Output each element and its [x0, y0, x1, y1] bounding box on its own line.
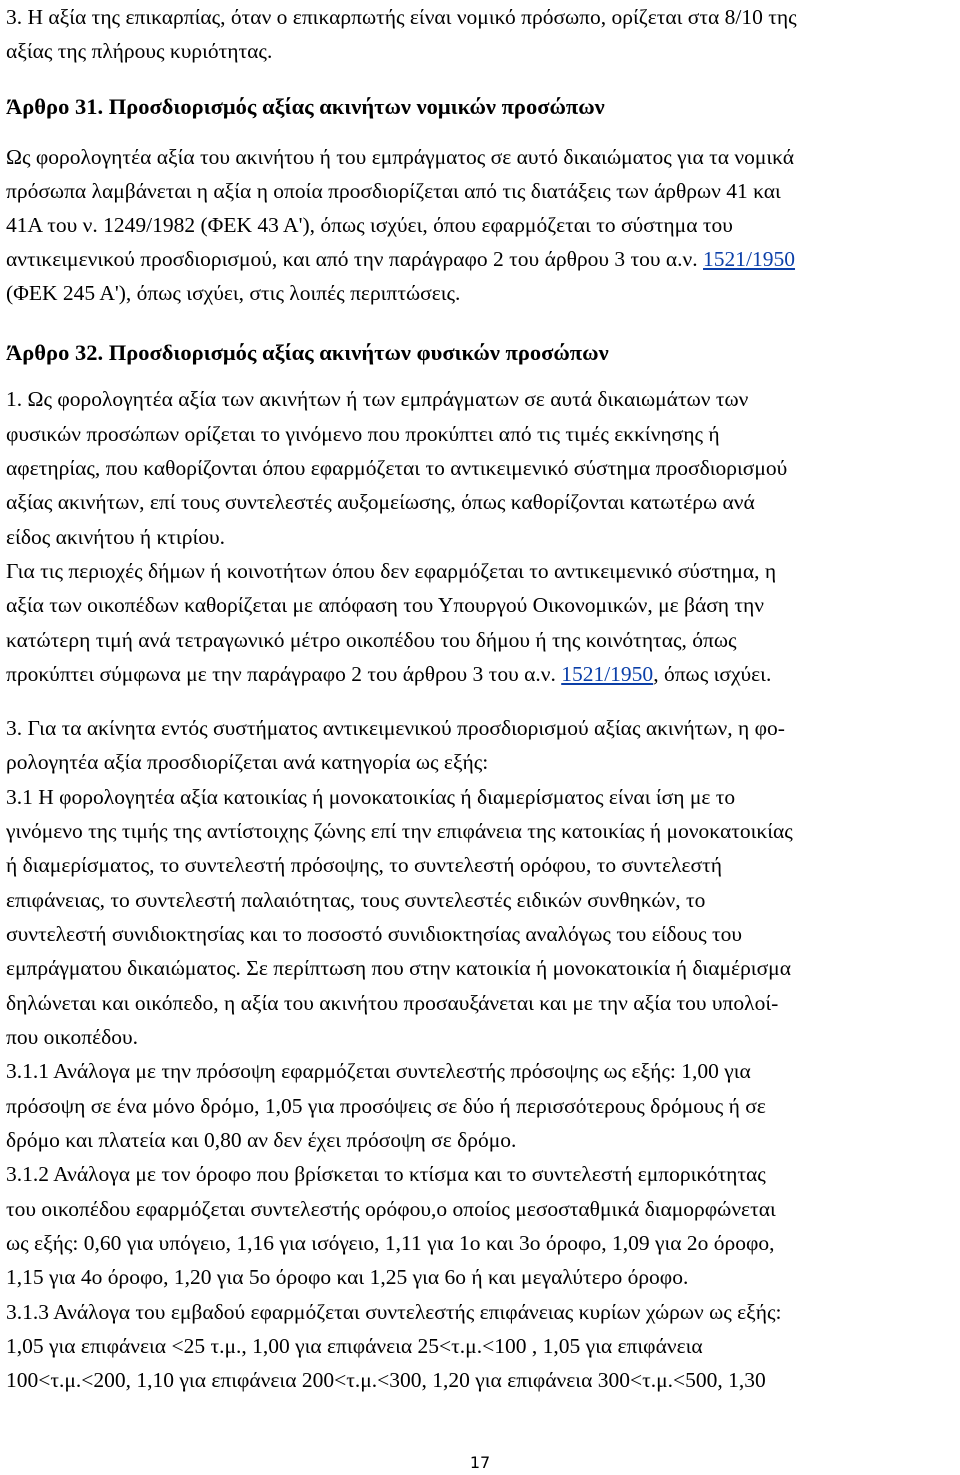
- text-line: αξίας της πλήρους κυριότητας.: [6, 39, 273, 63]
- law-link-1521-1950[interactable]: 1521/1950: [561, 662, 654, 686]
- text-line: που οικοπέδου.: [6, 1025, 139, 1049]
- text-line: ρολογητέα αξία προσδιορίζεται ανά κατηγορία ως εξής:: [6, 750, 489, 774]
- text-line: εμπράγματου δικαιώματος. Σε περίπτωση που στην κατοικία ή μονοκατοικία ή διαμέρισμα: [6, 956, 791, 980]
- text-line: αξίας ακινήτων, επί τους συντελεστές αυξομείωσης, όπως καθορίζονται κατωτέρω ανά: [6, 490, 755, 514]
- article-31-heading: Άρθρο 31. Προσδιορισμός αξίας ακινήτων νομικών προσώπων: [6, 94, 605, 119]
- text-line: συντελεστή συνιδιοκτησίας και το ποσοστό συνιδιοκτησίας αναλόγως του είδους του: [6, 922, 742, 946]
- text-segment: προκύπτει σύμφωνα με την παράγραφο 2 του άρθρου 3 του α.ν.: [6, 662, 562, 686]
- text-line: 100<τ.μ.<200, 1,10 για επιφάνεια 200<τ.μ.<300, 1,20 για επιφάνεια 300<τ.μ.<500, 1,30: [6, 1368, 766, 1392]
- text-line: αφετηρίας, που καθορίζονται όπου εφαρμόζεται το αντικειμενικό σύστημα προσδιορισμού: [6, 456, 788, 480]
- text-line: 1,05 για επιφάνεια <25 τ.μ., 1,00 για επιφάνεια 25<τ.μ.<100 , 1,05 για επιφάνεια: [6, 1334, 703, 1358]
- text-line: [6, 246, 958, 272]
- text-line: κατώτερη τιμή ανά τετραγωνικό μέτρο οικοπέδου του δήμου ή της κοινότητας, όπως: [6, 628, 737, 652]
- text-segment: , όπως ισχύει.: [653, 662, 772, 686]
- text-line: 3.1.1 Ανάλογα με την πρόσοψη εφαρμόζεται συντελεστής πρόσοψης ως εξής: 1,00 για: [6, 1059, 751, 1083]
- text-line: 41Α του ν. 1249/1982 (ΦΕΚ 43 Α'), όπως ισχύει, όπου εφαρμόζεται το σύστημα του: [6, 213, 733, 237]
- law-link-1521-1950[interactable]: 1521/1950: [703, 247, 796, 271]
- text-segment: αντικειμενικού προσδιορισμού, και από την παράγραφο 2 του άρθρου 3 του α.ν.: [6, 247, 704, 271]
- text-line: 1,15 για 4ο όροφο, 1,20 για 5ο όροφο και 1,25 για 6ο ή και μεγαλύτερο όροφο.: [6, 1265, 689, 1289]
- page-number: 17: [469, 1453, 491, 1472]
- text-line: επιφάνειας, το συντελεστή παλαιότητας, τους συντελεστές ειδικών συνθηκών, το: [6, 888, 706, 912]
- text-line: 3. Για τα ακίνητα εντός συστήματος αντικειμενικού προσδιορισμού αξίας ακινήτων, η φο-: [6, 716, 785, 740]
- text-line: Ως φορολογητέα αξία του ακινήτου ή του εμπράγματος σε αυτό δικαιώματος για τα νομικά: [6, 145, 795, 169]
- text-line: 1. Ως φορολογητέα αξία των ακινήτων ή των εμπράγματων σε αυτά δικαιωμάτων των: [6, 387, 749, 411]
- text-line: δρόμο και πλατεία και 0,80 αν δεν έχει πρόσοψη σε δρόμο.: [6, 1128, 517, 1152]
- text-line: του οικοπέδου εφαρμόζεται συντελεστής ορόφου,ο οποίος μεσοσταθμικά διαμορφώνεται: [6, 1197, 776, 1221]
- text-line: (ΦΕΚ 245 Α'), όπως ισχύει, στις λοιπές περιπτώσεις.: [6, 281, 461, 305]
- text-line: [6, 661, 958, 687]
- text-line: γινόμενο της τιμής της αντίστοιχης ζώνης επί την επιφάνεια της κατοικίας ή μονοκατοικίας: [6, 819, 793, 843]
- article-32-heading: Άρθρο 32. Προσδιορισμός αξίας ακινήτων φυσικών προσώπων: [6, 340, 609, 365]
- text-line: 3. Η αξία της επικαρπίας, όταν ο επικαρπωτής είναι νομικό πρόσωπο, ορίζεται στα 8/10 της: [6, 5, 797, 29]
- text-line: αξία των οικοπέδων καθορίζεται με απόφαση του Υπουργού Οικονομικών, με βάση την: [6, 593, 765, 617]
- text-line: Για τις περιοχές δήμων ή κοινοτήτων όπου δεν εφαρμόζεται το αντικειμενικό σύστημα, η: [6, 559, 777, 583]
- text-line: πρόσωπα λαμβάνεται η αξία η οποία προσδιορίζεται από τις διατάξεις των άρθρων 41 και: [6, 179, 781, 203]
- text-line: φυσικών προσώπων ορίζεται το γινόμενο που προκύπτει από τις τιμές εκκίνησης ή: [6, 422, 720, 446]
- text-line: δηλώνεται και οικόπεδο, η αξία του ακινήτου προσαυξάνεται και με την αξία του υπολοί-: [6, 991, 779, 1015]
- text-line: 3.1.2 Ανάλογα με τον όροφο που βρίσκεται το κτίσμα και το συντελεστή εμπορικότητας: [6, 1162, 766, 1186]
- text-line: ως εξής: 0,60 για υπόγειο, 1,16 για ισόγειο, 1,11 για 1ο και 3ο όροφο, 1,09 για 2ο όροφο,: [6, 1231, 775, 1255]
- text-line: είδος ακινήτου ή κτιρίου.: [6, 525, 225, 549]
- text-line: πρόσοψη σε ένα μόνο δρόμο, 1,05 για προσόψεις σε δύο ή περισσότερους δρόμους ή σε: [6, 1094, 766, 1118]
- text-line: ή διαμερίσματος, το συντελεστή πρόσοψης, το συντελεστή ορόφου, το συντελεστή: [6, 853, 723, 877]
- text-line: 3.1.3 Ανάλογα του εμβαδού εφαρμόζεται συντελεστής επιφάνειας κυρίων χώρων ως εξής:: [6, 1300, 782, 1324]
- text-line: 3.1 Η φορολογητέα αξία κατοικίας ή μονοκατοικίας ή διαμερίσματος είναι ίση με το: [6, 785, 736, 809]
